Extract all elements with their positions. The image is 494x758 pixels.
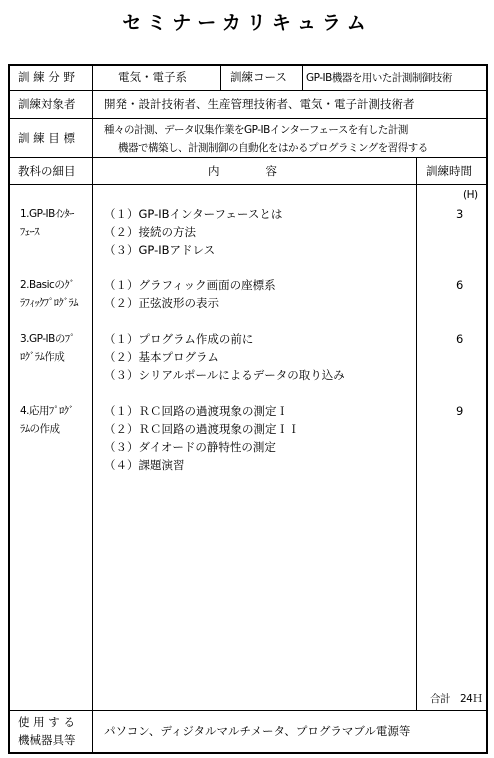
col-divider <box>92 710 93 753</box>
content-item: （２）ＲＣ回路の過渡現象の測定ＩＩ <box>104 422 300 436</box>
column-header-subject: 教科の細目 <box>18 164 76 178</box>
subject-hours: 6 <box>456 278 464 292</box>
subject-name: 3.GP-IBのﾌﾟ <box>20 333 75 345</box>
col-divider <box>416 157 417 710</box>
content-item: （１）プログラム作成の前に <box>104 332 254 346</box>
subject-name: ﾛｸﾞﾗﾑ作成 <box>20 351 65 363</box>
target-value: 開発・設計技術者、生産管理技術者、電気・電子計測技術者 <box>104 97 415 111</box>
subject-name: ﾗﾌｨｯｸﾌﾟﾛｸﾞﾗﾑ <box>20 297 78 309</box>
content-item: （２）正弦波形の表示 <box>104 296 219 310</box>
subject-hours: 3 <box>456 207 464 221</box>
equipment-label: 使 用 す る <box>18 715 75 729</box>
subject-hours: 9 <box>456 404 464 418</box>
column-header-hours: 訓練時間 <box>426 164 472 178</box>
course-label: 訓練コース <box>230 70 287 84</box>
subject-name: 4.応用ﾌﾟﾛｸﾞ <box>20 405 74 417</box>
table-border-right <box>486 64 488 754</box>
total-hours: 合計 24Ｈ <box>430 693 483 705</box>
content-item: （１）グラフィック画面の座標系 <box>104 278 276 292</box>
hours-unit: (H) <box>463 189 478 201</box>
field-value: 電気・電子系 <box>118 70 187 84</box>
content-item: （２）基本プログラム <box>104 350 219 364</box>
content-item: （４）課題演習 <box>104 458 185 472</box>
goal-line-1: 種々の計測、データ収集作業をGP-IBインターフェースを有した計測 <box>104 124 408 136</box>
equipment-label: 機械器具等 <box>18 733 76 747</box>
course-value: GP-IB機器を用いた計測制御技術 <box>306 72 452 84</box>
content-item: （２）接続の方法 <box>104 225 196 239</box>
equipment-value: パソコン、ディジタルマルチメータ、プログラマブル電源等 <box>104 724 411 738</box>
content-item: （１）ＲＣ回路の過渡現象の測定Ｉ <box>104 404 288 418</box>
subject-name: ﾌｪｰｽ <box>20 226 39 238</box>
content-item: （３）GP-IBアドレス <box>104 243 216 257</box>
content-item: （３）ダイオードの静特性の測定 <box>104 440 276 454</box>
col-divider <box>302 64 303 91</box>
table-border-top <box>8 64 488 66</box>
target-label: 訓練対象者 <box>18 97 76 111</box>
subject-name: 1.GP-IBｲﾝﾀｰ <box>20 208 74 220</box>
row-divider <box>8 710 488 711</box>
page-title: セミナーカリキュラム <box>122 12 372 34</box>
content-item: （３）シリアルポールによるデータの取り込み <box>104 368 345 382</box>
goal-label: 訓 練 目 標 <box>18 131 75 145</box>
subject-hours: 6 <box>456 332 464 346</box>
col-divider <box>92 64 93 710</box>
row-divider <box>8 90 488 91</box>
field-label: 訓 練 分 野 <box>18 70 75 84</box>
column-header-content: 内 容 <box>208 164 277 178</box>
table-border-bottom <box>8 752 488 754</box>
subject-name: 2.Basicのｸﾞ <box>20 279 75 291</box>
table-border-left <box>8 64 10 754</box>
col-divider <box>220 64 221 91</box>
row-divider <box>8 118 488 119</box>
goal-line-2: 機器で構築し、計測制御の自動化をはかるプログラミングを習得する <box>118 142 428 154</box>
content-item: （１）GP-IBインターフェースとは <box>104 207 283 221</box>
subject-name: ﾗﾑの作成 <box>20 423 60 435</box>
